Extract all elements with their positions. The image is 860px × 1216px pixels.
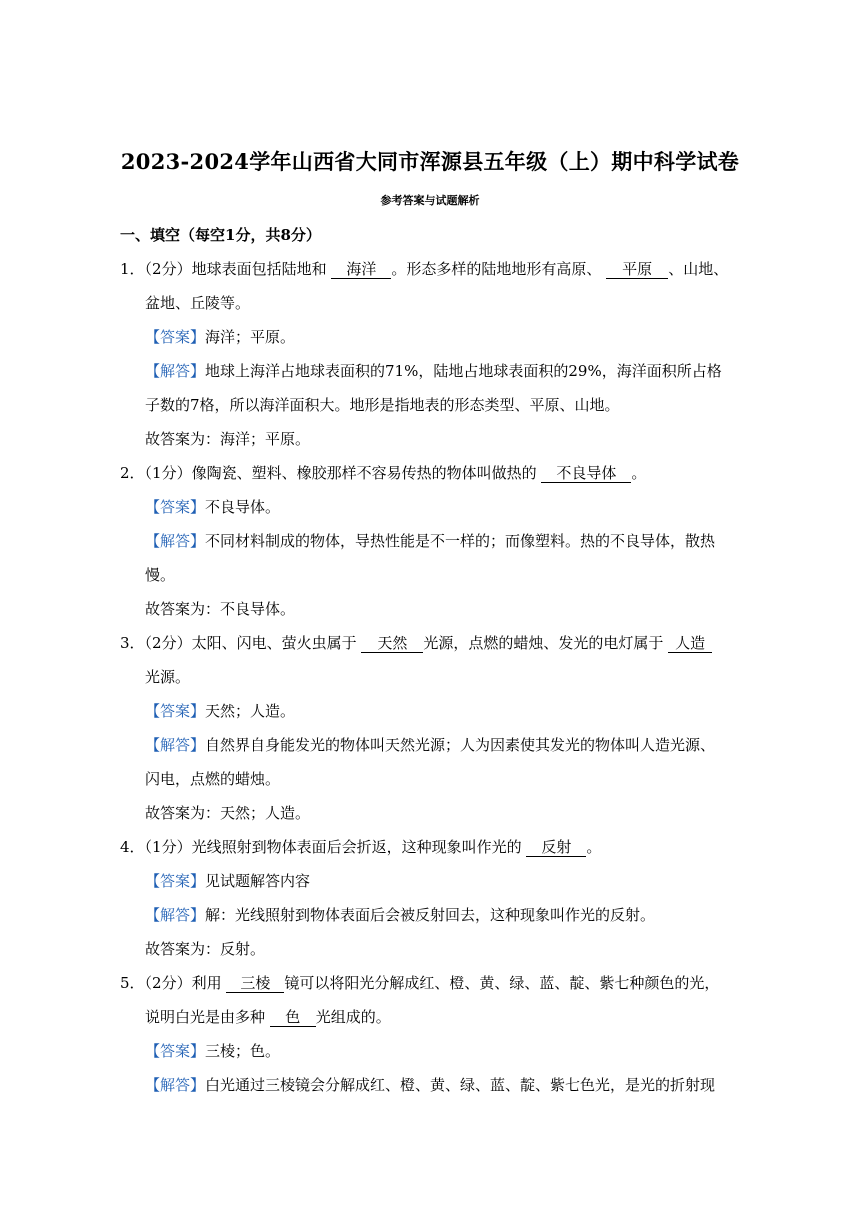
answer-blank: 反射 xyxy=(526,838,586,857)
question-text-cont: 光源。 xyxy=(145,668,191,686)
question-score: （1分） xyxy=(144,464,192,482)
analysis-tag: 【解答】 xyxy=(145,906,206,924)
question-text: 镜可以将阳光分解成红、橙、黄、绿、蓝、靛、紫七种颜色的光， xyxy=(284,974,720,992)
question-text-cont xyxy=(145,1006,391,1028)
question-1 xyxy=(120,258,728,280)
analysis-tag: 【解答】 xyxy=(145,532,206,550)
answer-tag: 【答案】 xyxy=(145,498,206,516)
question-text-cont: 盆地、丘陵等。 xyxy=(145,294,251,312)
analysis-text: 地球上海洋占地球表面积的71%，陆地占地球表面积的29%，海洋面积所占格 xyxy=(205,362,722,380)
page-subtitle: 参考答案与试题解析 xyxy=(380,194,480,207)
section-heading: 一、填空（每空1分，共8分） xyxy=(120,226,321,244)
question-score: （2分） xyxy=(144,634,192,652)
answer-blank: 人造 xyxy=(668,634,712,653)
analysis-text: 自然界自身能发光的物体叫天然光源；人为因素使其发光的物体叫人造光源、 xyxy=(205,736,716,754)
question-text: 光源，点燃的蜡烛、发光的电灯属于 xyxy=(423,634,664,652)
question-text: 、山地、 xyxy=(668,260,729,278)
question-text: 利用 xyxy=(191,974,222,992)
answer-line xyxy=(145,496,280,518)
analysis-text-cont: 闪电，点燃的蜡烛。 xyxy=(145,770,281,788)
question-text: 。 xyxy=(586,838,602,856)
question-number: 4． xyxy=(120,838,145,856)
analysis-tag: 【解答】 xyxy=(145,362,206,380)
answer-text: 海洋；平原。 xyxy=(205,328,296,346)
question-score: （2分） xyxy=(144,974,192,992)
question-3 xyxy=(120,632,712,654)
answer-tag: 【答案】 xyxy=(145,328,206,346)
question-number: 1． xyxy=(120,260,145,278)
analysis-line xyxy=(145,1074,715,1096)
question-text: 光组成的。 xyxy=(315,1008,391,1026)
analysis-text: 不同材料制成的物体，导热性能是不一样的；而像塑料。热的不良导体，散热 xyxy=(205,532,716,550)
page-title: 2023-2024学年山西省大同市浑源县五年级（上）期中科学试卷 xyxy=(120,149,740,174)
analysis-line xyxy=(145,904,655,926)
answer-blank: 色 xyxy=(270,1008,316,1027)
analysis-text-cont: 子数的7格，所以海洋面积大。地形是指地表的形态类型、平原、山地。 xyxy=(145,396,620,414)
question-2 xyxy=(120,462,646,484)
answer-tag: 【答案】 xyxy=(145,872,206,890)
question-text: 。形态多样的陆地地形有高原、 xyxy=(391,260,602,278)
answer-line xyxy=(145,1040,280,1062)
question-text: 地球表面包括陆地和 xyxy=(191,260,327,278)
question-text: 光线照射到物体表面后会折返，这种现象叫作光的 xyxy=(191,838,522,856)
analysis-text: 解：光线照射到物体表面后会被反射回去，这种现象叫作光的反射。 xyxy=(205,906,656,924)
analysis-line xyxy=(145,530,715,552)
final-answer: 故答案为：不良导体。 xyxy=(145,600,296,618)
question-text: 像陶瓷、塑料、橡胶那样不容易传热的物体叫做热的 xyxy=(191,464,537,482)
analysis-text-cont: 慢。 xyxy=(145,566,176,584)
answer-blank: 天然 xyxy=(361,634,423,653)
final-answer: 故答案为：反射。 xyxy=(145,940,266,958)
question-5 xyxy=(120,972,719,994)
question-score: （2分） xyxy=(144,260,192,278)
answer-text: 三棱；色。 xyxy=(205,1042,281,1060)
question-number: 2． xyxy=(120,464,145,482)
question-text: 说明白光是由多种 xyxy=(145,1008,266,1026)
final-answer: 故答案为：海洋；平原。 xyxy=(145,430,311,448)
answer-text: 天然；人造。 xyxy=(205,702,296,720)
answer-text: 不良导体。 xyxy=(205,498,281,516)
question-text: 太阳、闪电、萤火虫属于 xyxy=(191,634,357,652)
question-text: 。 xyxy=(631,464,647,482)
analysis-line xyxy=(145,734,715,756)
answer-line xyxy=(145,870,310,892)
answer-tag: 【答案】 xyxy=(145,1042,206,1060)
analysis-text: 白光通过三棱镜会分解成红、橙、黄、绿、蓝、靛、紫七色光，是光的折射现 xyxy=(205,1076,716,1094)
question-score: （1分） xyxy=(144,838,192,856)
question-number: 3． xyxy=(120,634,145,652)
answer-blank: 海洋 xyxy=(331,260,391,279)
answer-text: 见试题解答内容 xyxy=(205,872,311,890)
answer-line xyxy=(145,700,295,722)
final-answer: 故答案为：天然；人造。 xyxy=(145,804,311,822)
analysis-tag: 【解答】 xyxy=(145,1076,206,1094)
analysis-line xyxy=(145,360,722,382)
answer-blank: 三棱 xyxy=(226,974,284,993)
answer-blank: 不良导体 xyxy=(541,464,631,483)
question-4 xyxy=(120,836,601,858)
answer-line xyxy=(145,326,295,348)
question-number: 5． xyxy=(120,974,145,992)
answer-blank: 平原 xyxy=(606,260,668,279)
analysis-tag: 【解答】 xyxy=(145,736,206,754)
answer-tag: 【答案】 xyxy=(145,702,206,720)
